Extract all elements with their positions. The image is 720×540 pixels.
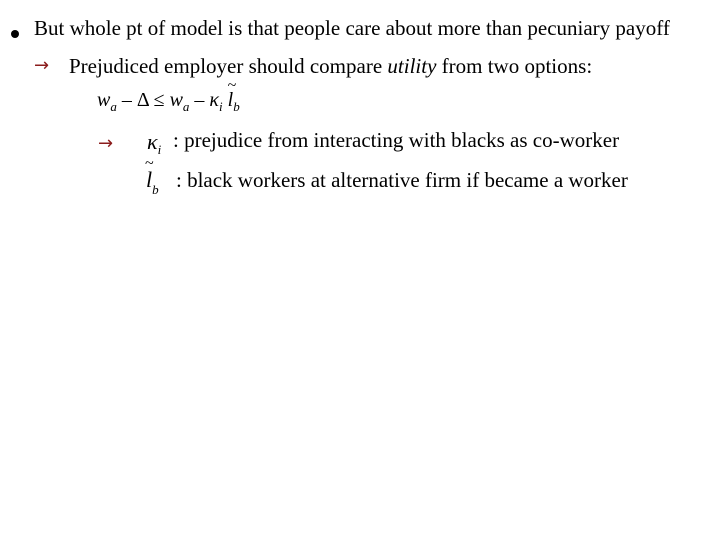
eq-sub-a2: a	[182, 99, 190, 114]
kappa-sub-i: i	[157, 142, 162, 157]
l-tilde-symbol	[145, 155, 159, 198]
eq-w1: w	[97, 89, 111, 111]
utility-emphasis: utility	[387, 54, 437, 78]
right-arrow-icon: →	[98, 133, 114, 154]
kappa-symbol	[147, 129, 161, 158]
eq-sub-a1: a	[110, 99, 117, 114]
kappa-definition: : prejudice from interacting with blacks as co-worker	[173, 128, 620, 152]
eq-minus: –	[189, 89, 210, 111]
eq-w2: w	[169, 89, 183, 111]
sub-bullet-text-before: Prejudiced employer should compare	[69, 54, 388, 78]
bullet-dot-icon	[11, 30, 19, 38]
eq-tilde-mark: ~	[227, 77, 237, 94]
eq-kappa: κ	[209, 89, 220, 111]
kappa-letter: κ	[147, 129, 158, 154]
l-tilde-definition: : black workers at alternative firm if became a worker	[176, 168, 628, 192]
sub-bullet-text	[69, 54, 592, 79]
l-sub-b: b	[152, 182, 159, 197]
l-tilde-mark: ~	[145, 155, 154, 172]
eq-minus-delta: – Δ ≤	[116, 89, 170, 111]
utility-inequality	[97, 77, 240, 115]
eq-l: l	[227, 89, 234, 111]
l-letter: l	[146, 167, 153, 192]
eq-sub-b: b	[233, 99, 240, 114]
bullet-text-main: But whole pt of model is that people care about more than pecuniary payoff	[34, 16, 670, 40]
right-arrow-icon: →	[34, 55, 50, 76]
sub-bullet-text-after: from two options:	[436, 54, 593, 78]
eq-sub-i: i	[219, 99, 223, 114]
eq-l-tilde	[227, 77, 237, 112]
